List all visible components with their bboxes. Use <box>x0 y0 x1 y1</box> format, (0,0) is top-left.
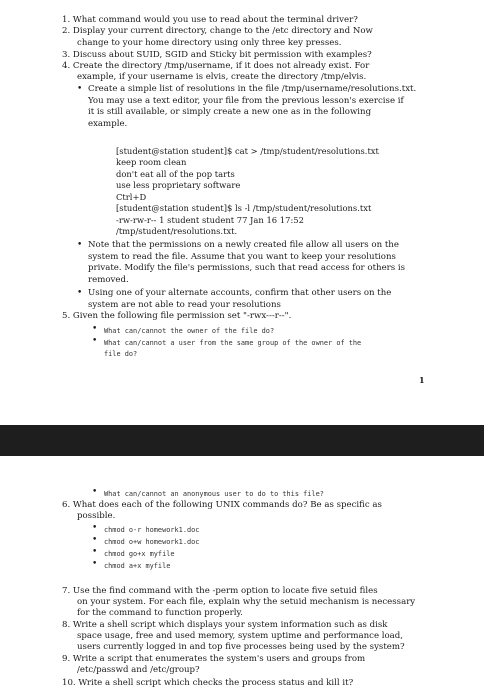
code-line: -rw-rw-r-- 1 student student 77 Jan 16 17:52 <box>116 215 304 225</box>
command-text: chmod o-r homework1.doc <box>104 526 200 534</box>
bullet-text: Create a simple list of resolutions in the file /tmp/username/resolutions.txt. <box>88 84 417 94</box>
mono-bullet-text: What can/cannot the owner of the file do? <box>104 327 275 335</box>
bullet-icon: • <box>92 523 98 533</box>
bullet-text: example. <box>88 119 128 129</box>
bullet-text: removed. <box>88 275 129 285</box>
bullet-text: You may use a text editor, your file from the previous lesson's exercise if <box>88 96 404 106</box>
bullet-text: Note that the permissions on a newly created file allow all users on the <box>88 240 399 250</box>
bullet-icon: • <box>77 240 83 250</box>
mono-bullet-text: What can/cannot a user from the same group of the owner of the <box>104 339 362 347</box>
command-text: chmod o+w homework1.doc <box>104 538 200 546</box>
bullet-icon: • <box>77 84 83 94</box>
bullet-text: private. Modify the file's permissions, such that read access for others is <box>88 263 406 273</box>
question-6-cont: possible. <box>77 511 116 521</box>
bullet-text: system to read the file. Assume that you want to keep your resolutions <box>88 252 396 262</box>
code-line: use less proprietary software <box>116 180 241 190</box>
question-6: 6. What does each of the following UNIX commands do? Be as specific as <box>62 500 382 510</box>
question-8-cont: space usage, free and used memory, system uptime and performance load, <box>77 631 404 641</box>
bullet-icon: • <box>92 336 98 346</box>
command-text: chmod go+x myfile <box>104 550 175 558</box>
code-line: keep room clean <box>116 157 187 167</box>
question-9: 9. Write a script that enumerates the system's users and groups from <box>62 654 366 664</box>
code-line: [student@station student]$ ls -l /tmp/student/resolutions.txt <box>116 203 372 213</box>
question-8-cont: users currently logged in and top five processes being used by the system? <box>77 642 405 652</box>
mono-bullet-text: file do? <box>104 350 138 358</box>
code-line: /tmp/student/resolutions.txt. <box>116 226 238 236</box>
page-number: 1 <box>419 375 425 385</box>
question-8: 8. Write a shell script which displays your system information such as disk <box>62 620 388 630</box>
bullet-text: it is still available, or simply create a new one as in the following <box>88 107 372 117</box>
bullet-icon: • <box>92 324 98 334</box>
question-4-cont: example, if your username is elvis, create the directory /tmp/elvis. <box>77 72 367 82</box>
code-line: Ctrl+D <box>116 192 147 202</box>
question-9-cont: /etc/passwd and /etc/group? <box>77 665 200 675</box>
bullet-icon: • <box>92 559 98 569</box>
bullet-text: system are not able to read your resolutions <box>88 300 281 310</box>
mono-bullet-text: What can/cannot an anonymous user to do to this file? <box>104 490 324 498</box>
question-7: 7. Use the find command with the -perm option to locate five setuid files <box>62 586 378 596</box>
document-page-2 <box>0 456 484 700</box>
question-1: 1. What command would you use to read about the terminal driver? <box>62 15 358 25</box>
question-2-cont: change to your home directory using only three key presses. <box>77 38 342 48</box>
bullet-icon: • <box>92 535 98 545</box>
question-10: 10. Write a shell script which checks the process status and kill it? <box>62 678 354 688</box>
code-line: don't eat all of the pop tarts <box>116 169 235 179</box>
command-text: chmod a+x myfile <box>104 562 171 570</box>
question-2: 2. Display your current directory, change to the /etc directory and Now <box>62 26 373 36</box>
bullet-icon: • <box>77 288 83 298</box>
question-7-cont: for the command to function properly. <box>77 608 243 618</box>
question-5: 5. Given the following file permission set "-rwx---r--". <box>62 311 292 321</box>
question-4: 4. Create the directory /tmp/username, if it does not already exist. For <box>62 61 370 71</box>
bullet-text: Using one of your alternate accounts, confirm that other users on the <box>88 288 392 298</box>
question-7-cont: on your system. For each file, explain why the setuid mechanism is necessary <box>77 597 416 607</box>
page-separator <box>0 425 484 456</box>
question-3: 3. Discuss about SUID, SGID and Sticky bit permission with examples? <box>62 50 372 60</box>
bullet-icon: • <box>92 487 98 497</box>
code-line: [student@station student]$ cat > /tmp/student/resolutions.txt <box>116 146 379 156</box>
bullet-icon: • <box>92 547 98 557</box>
